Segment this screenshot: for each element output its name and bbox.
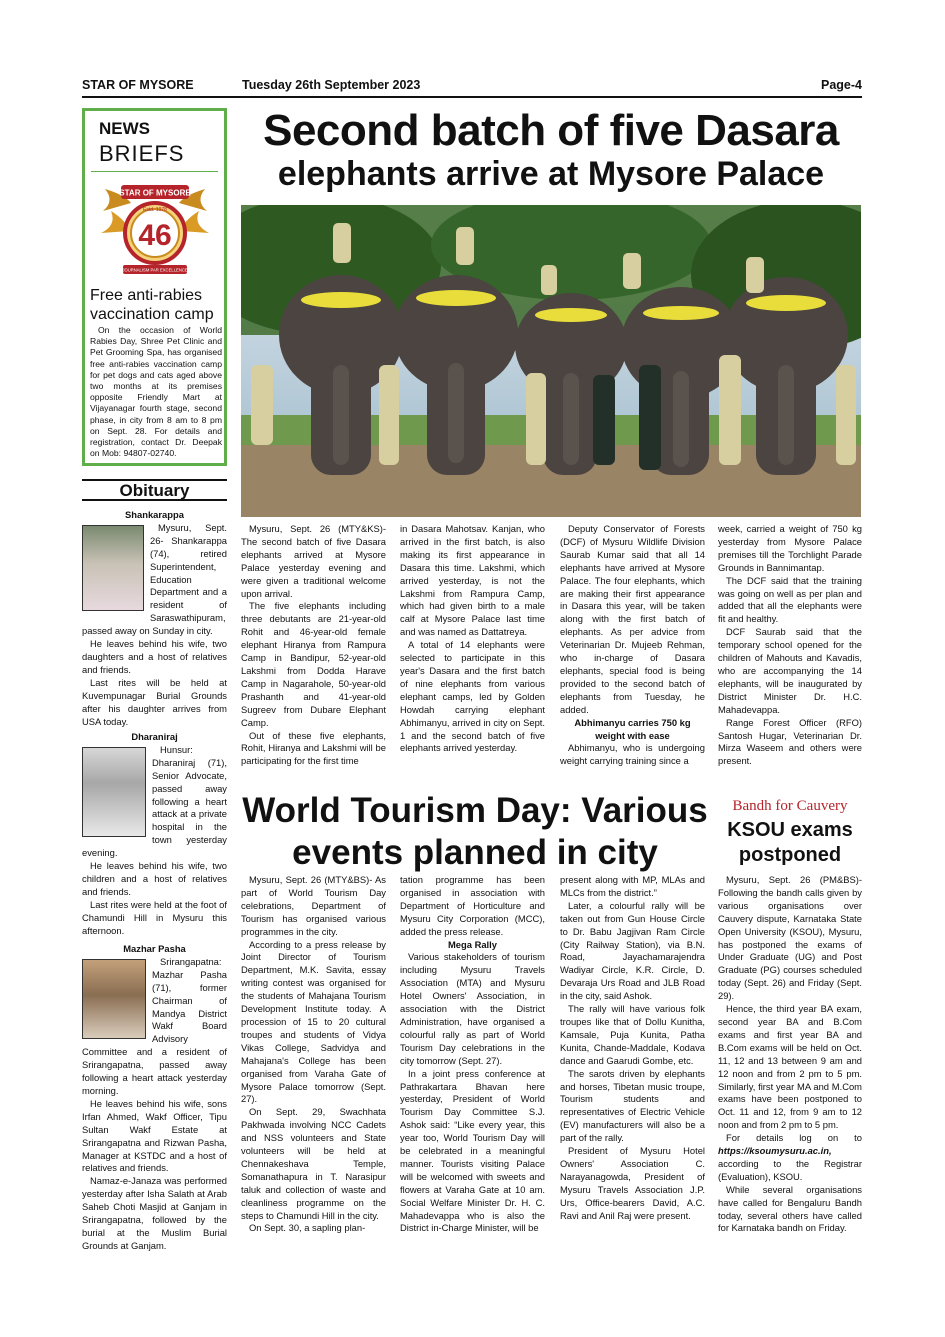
lead-column-4: [718, 523, 862, 768]
logo-number: 46: [138, 219, 172, 252]
lead-paragraph: The DCF said that the training was going on well as per plan and added that all the elephants were fit and healthy.: [718, 574, 862, 625]
obituary-photo-shankarappa: [82, 525, 144, 611]
logo-title: STAR OF MYSORE: [119, 188, 191, 198]
tourism-paragraph: tation programme has been organised in association with Department of Horticulture and Mysuru City Corporation (MCC), added the press release.: [400, 874, 545, 937]
tourism-column-2: [400, 874, 545, 1235]
obituary-name: Shankarappa: [125, 509, 184, 520]
lead-paragraph: Mysuru, Sept. 26 (MTY&KS)- The second batch of five Dasara elephants arrived at Mysore Palace yesterday evening and were given a traditional welcome upon arrival.: [241, 523, 386, 599]
tourism-paragraph: On Sept. 29, Swachhata Pakhwada involving NCC Cadets and NSS volunteers and State volunteers will be held at Chennakeshava Temple, Somanathapura in T. Narasipur taluk and collection of waste and cleanliness programme on the steps to Chamundi Hill in the city.: [241, 1106, 386, 1221]
logo-estd: Estd. 1978: [143, 207, 167, 213]
lead-paragraph: A total of 14 elephants were selected to participate in this year's Dasara and the first batch of nine elephants from various elephant camps, led by Golden Howdah carrying elephant Abhimanyu, arrived in city on Sept. 1 and the second batch of five elephants arrived yesterday.: [400, 639, 545, 754]
obituary-name: Mazhar Pasha: [123, 943, 186, 954]
briefs-news-label: NEWS: [99, 119, 150, 138]
briefs-divider: [91, 171, 218, 172]
obituary-photo-dharaniraj: [82, 747, 146, 837]
ksou-website-link[interactable]: https://ksoumysuru.ac.in,: [718, 1145, 832, 1157]
ksou-headline: KSOU exams postponed: [727, 819, 853, 866]
lead-column-3: [560, 523, 705, 768]
ksou-kicker: Bandh for Cauvery: [732, 798, 848, 814]
lead-paragraph: week, carried a weight of 750 kg yesterday from Mysore Palace premises till the Torchlight Parade Grounds in Bannimantap.: [718, 523, 862, 573]
tourism-paragraph: President of Mysuru Hotel Owners' Association C. Narayanagowda, President of Mysuru Travels Association J.P. Urs, Office-bearers David, A.C. Ravi and Anil Raj were present.: [560, 1145, 705, 1221]
obituary-paragraph: Last rites will be held at Kuvempunagar Burial Grounds after his daughter arrives from USA today.: [82, 676, 227, 727]
lead-paragraph: The five elephants including three debutants are 21-year-old Rohit and 46-year-old female elephant Hiranya from Rampura Camp in Bandipur, 52-year-old Lakshmi from Dodda Harave Camp in Nagarahole, 50-year-old Prashanth and 41-year-old Sugreev from Dubare Elephant Camp.: [241, 600, 386, 728]
obituary-paragraph: Srirangapatna: Mazhar Pasha (71), former Chairman of Mandya District Wakf Board Advisory Committee and a resident of Srirangapatna, passed away following a heart attack yesterday morning.: [82, 955, 227, 1096]
obituary-shankarappa: [82, 509, 227, 728]
obituary-paragraph: He leaves behind his wife, two daughters and a host of relatives and friends.: [82, 638, 227, 675]
ksou-paragraph: [718, 1132, 862, 1184]
lead-headline-line1: Second batch of five Dasara: [263, 106, 839, 155]
tourism-headline: World Tourism Day: Various events planned in city: [242, 791, 708, 872]
tourism-paragraph: Later, a colourful rally will be taken out from Gun House Circle to Dr. Babu Jagjivan Ram Circle (City Railway Station), via B.N. Road, Jayachamarajendra Wadiyar Circle, K.R. Circle, D. Devaraja Urs Road and JLB Road in the city, said Ashok.: [560, 899, 705, 1002]
lead-paragraph: Abhimanyu, who is undergoing weight carrying training since a: [560, 742, 705, 767]
obituary-dharaniraj: [82, 731, 227, 938]
elephants-photo: [241, 205, 861, 517]
obituary-paragraph: He leaves behind his wife, sons Irfan Ahmed, Wakf Officer, Tipu Sultan Wakf Estate at Srirangapatna and Rizwan Pasha, Manager at KSTDC and a host of relatives and friends.: [82, 1097, 227, 1174]
page-number: Page-4: [821, 78, 862, 92]
ksou-paragraph: While several organisations have called for Bengaluru Bandh today, several others have called for Karnataka bandh on Friday.: [718, 1183, 862, 1234]
ksou-paragraph: Hence, the third year BA exam, second year BA and B.Com exams and first year BA and B.Com exams will be held on Oct. 11, 12 and 13 between 9 am and 12 noon and from 2 pm to 5 pm. Similarly, first year MA and M.Com exams have been postponed to Oct. 11 and 12, from 9 am to 12 noon and from 2 pm to 5 pm.: [718, 1003, 862, 1131]
ksou-paragraph: Mysuru, Sept. 26 (PM&BS)- Following the bandh calls given by various organisations over Cauvery dispute, Karnataka State Open University (KSOU), Mysuru, has postponed the exams of Under Graduate (UG) and Post Graduate (PG) courses scheduled today (Sept. 26) and Friday (Sept. 29).: [718, 874, 862, 1002]
lead-paragraph: Out of these five elephants, Rohit, Hiranya and Lakshmi will be participating for the first time: [241, 729, 386, 767]
lead-column-1: [241, 523, 386, 768]
tourism-column-1: [241, 874, 386, 1235]
issue-date: Tuesday 26th September 2023: [242, 78, 421, 92]
tourism-paragraph: The rally will have various folk troupes like that of Dollu Kunitha, Kamsale, Puja Kunita, Patha Kunita, Chande-Maddale, Kodava dance and Gaarudi Gombe, etc.: [560, 1003, 705, 1066]
obituary-paragraph: Mysuru, Sept. 26- Shankarappa (74), retired Superintendent, Education Department and a resident of Saraswathipuram, passed away on Sunday in city.: [82, 521, 227, 637]
brief-title: Free anti-rabies vaccination camp: [90, 287, 214, 323]
obituary-mazhar-pasha: [82, 943, 227, 1253]
ksou-text: according to the Registrar (Evaluation), KSOU.: [718, 1157, 862, 1182]
ksou-text: For details log on to: [726, 1132, 862, 1144]
lead-paragraph: DCF Saurab said that the temporary school opened for the children of Mahouts and Kavadis, who are accompanying the 14 elephants, will be inaugurated by District Minister Dr. H.C. Mahadevappa.: [718, 626, 862, 715]
lead-headline-line2: elephants arrive at Mysore Palace: [277, 155, 825, 193]
lead-paragraph: Range Forest Officer (RFO) Santosh Hugar, Veterinarian Dr. Mirza Waseem and others were present.: [718, 716, 862, 767]
paper-name: STAR OF MYSORE: [82, 78, 194, 92]
obituary-paragraph: Hunsur: Dharaniraj (71), Senior Advocate, passed away following a heart attack at a private hospital in the town yesterday evening.: [82, 743, 227, 859]
tourism-paragraph: In a joint press conference at Pathrakartara Bhavan here yesterday, President of World Tourism Day Committee S.J. Ashok said: “Like every year, this year too, World Tourism Day will be celebrated in a meaningful manner. Tourists visiting Palace will be welcomed with sweets and flowers at Varaha Gate at 10 am. Social Welfare Minister Dr. H. C. Mahadevappa who is also the District in-Charge Minister, will be: [400, 1067, 545, 1234]
brief-body: On the occasion of World Rabies Day, Shree Pet Clinic and Pet Grooming Spa, has organised free anti-rabies vaccination camp for pet dogs and cats aged above two months at its premises opposite Friendly Mart at Vijayanagar fourth stage, second phase, in city from 8 am to 8 pm on Sept. 28. For details and registration, contact Dr. Deepak on Mob: 94807-02740.: [90, 325, 222, 459]
lead-column-2: [400, 523, 545, 755]
tourism-paragraph: The sarots driven by elephants and horses, Tibetan music troupe, Tourism students and representatives of Electric Vehicle (EV) manufacturers will also be a part of the rally.: [560, 1067, 705, 1144]
lead-subheading: Abhimanyu carries 750 kg weight with ease: [574, 716, 691, 741]
tourism-column-3: [560, 874, 705, 1222]
tourism-subheading: Mega Rally: [448, 938, 497, 950]
obituary-photo-mazhar-pasha: [82, 959, 146, 1039]
obituary-paragraph: Last rites were held at the foot of Chamundi Hill in Mysuru this afternoon.: [82, 898, 227, 936]
tourism-paragraph: present along with MP, MLAs and MLCs from the district.”: [560, 874, 705, 898]
tourism-paragraph: Mysuru, Sept. 26 (MTY&BS)- As part of World Tourism Day celebrations, Department of Tourism has organised various programmes in the city.: [241, 874, 386, 937]
logo-motto: JOURNALISM PAR EXCELLENCE: [122, 267, 188, 273]
anniversary-logo: [95, 181, 215, 281]
tourism-paragraph: On Sept. 30, a sapling plan-: [249, 1222, 366, 1234]
obituary-paragraph: Namaz-e-Janaza was performed yesterday after Isha Salath at Arab Saheb Choti Masjid at Ganjam in Srirangapatna, followed by the burial at the Muslim Burial Grounds at Ganjam.: [82, 1175, 227, 1251]
obituary-heading: Obituary: [82, 479, 227, 501]
masthead-rule: [82, 96, 862, 98]
tourism-paragraph: Various stakeholders of tourism including Mysuru Travels Association (MTA) and Mysuru Hotel Owners' Association, in association with the District Administration, have organised a colourful rally as part of World Tourism Day celebrations in the city tomorrow (Sept. 27).: [400, 951, 545, 1066]
lead-paragraph: in Dasara Mahotsav. Kanjan, who arrived in the first batch, is also making its first appearance in Dasara this time. Lakshmi, which arrived yesterday, is not the Lakshmi from Rampura Camp, which had given birth to a male calf at Mysore Palace last time and was named as Dattatreya.: [400, 523, 545, 638]
tourism-paragraph: According to a press release by Joint Director of Tourism Department, M.K. Savita, essay writing contest was organised for the students of Mahajana Tourism Development Institute today. A procession of 15 to 20 cultural troupes and students of Vidya Vikas College, Sadvidya and Mahajana's College has been organised from Varaha Gate of Mysore Palace tomorrow (Sept. 27).: [241, 938, 386, 1105]
ksou-column: [718, 874, 862, 1235]
obituary-paragraph: He leaves behind his wife, two children and a host of relatives and friends.: [82, 860, 227, 897]
lead-paragraph: Deputy Conservator of Forests (DCF) of Mysuru Wildlife Division Saurab Kumar said that all 14 elephants have arrived at Mysore Palace. The four elephants, which are making their first appearance in Dasara this year, will be taken along with the first batch of elephants. As per advice from Veterinarian Dr. Mujeeb Rehman, who in-charge of Dasara elephants, special food is being provided to the second batch of elephants from Tuesday, he added.: [560, 523, 705, 715]
masthead: [82, 78, 862, 94]
briefs-label: BRIEFS: [99, 141, 185, 166]
news-briefs-box: [82, 108, 227, 466]
obituary-name: Dharaniraj: [131, 731, 178, 742]
